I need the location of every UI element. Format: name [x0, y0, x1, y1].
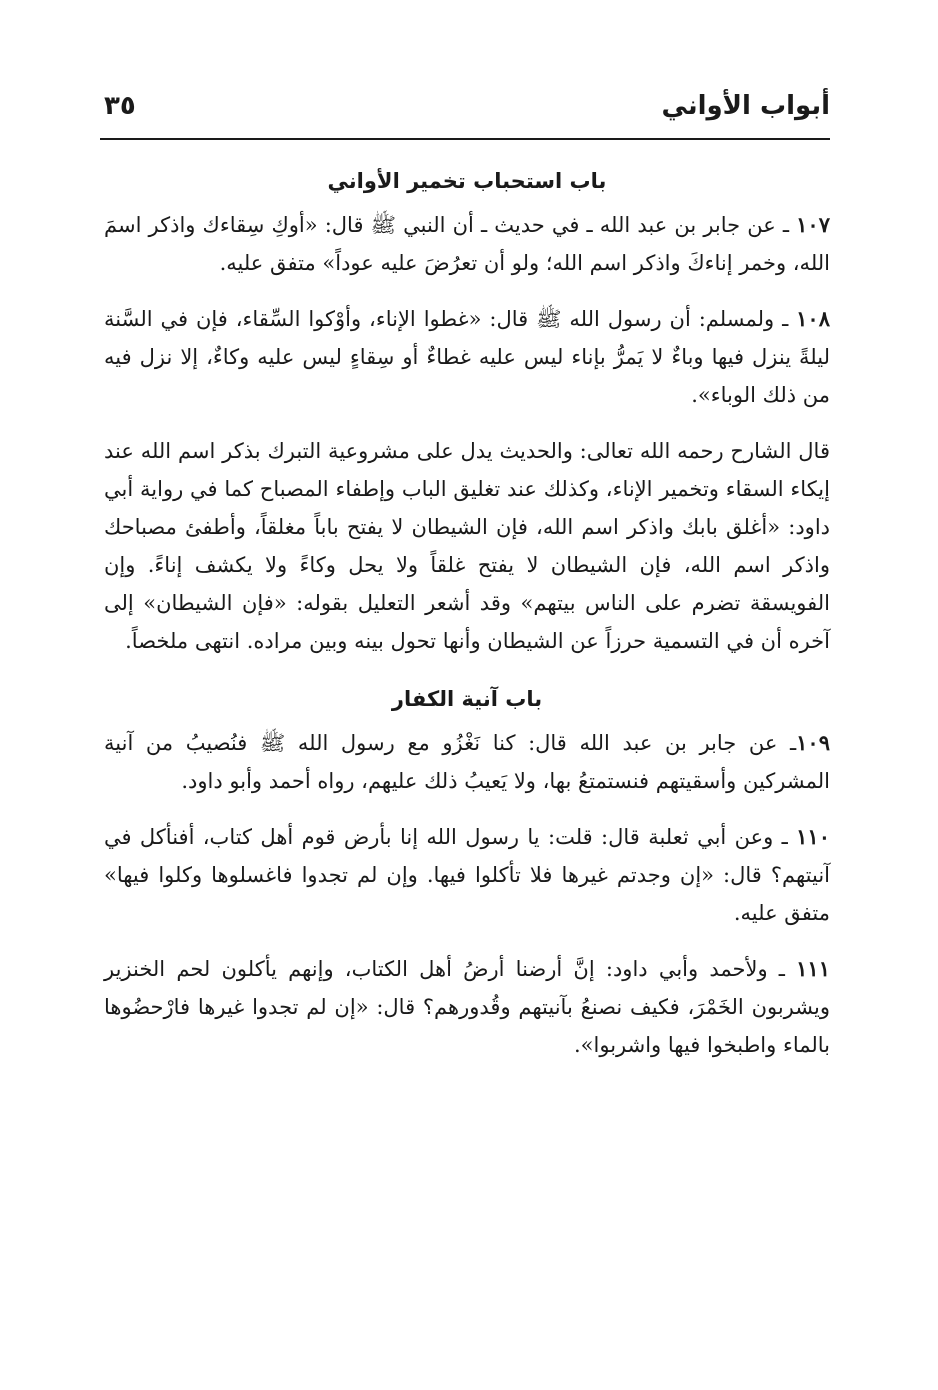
- section-heading: باب آنية الكفار: [391, 687, 543, 711]
- commentary-paragraph: [104, 432, 830, 660]
- hadith-number: ١١١: [796, 956, 830, 981]
- page-body: [104, 164, 830, 1082]
- header-divider: [100, 138, 830, 140]
- hadith-text: ـ ولأحمد وأبي داود: إنَّ أرضنا أرضُ أهل الكتاب، وإنهم يأكلون لحم الخنزير ويشربون الخَمْرَ، فكيف نصنعُ بآنيتهم وقُدورهم؟ قال: «إن لم تجدوا غيرها فارْحضُوها بالماء واطبخوا فيها واشربوا».: [104, 957, 830, 1057]
- hadith-paragraph: [104, 724, 830, 800]
- hadith-number: ١٠٧: [796, 212, 830, 237]
- hadith-number: ١٠٩: [796, 730, 830, 755]
- hadith-text: ـ وعن أبي ثعلبة قال: قلت: يا رسول الله إنا بأرض قوم أهل كتاب، أفنأكل في آنيتهم؟ قال: «إن وجدتم غيرها فلا تأكلوا فيها. وإن لم تجدوا فاغسلوها وكلوا فيها» متفق عليه.: [104, 825, 830, 925]
- hadith-number: ١٠٨: [796, 306, 830, 331]
- hadith-text: ـ عن جابر بن عبد الله ـ في حديث ـ أن النبي ﷺ قال: «أوكِ سِقاءك واذكر اسمَ الله، وخمر إناءكَ واذكر اسم الله؛ ولو أن تعرُضَ عليه عوداً» متفق عليه.: [104, 213, 830, 275]
- page-number: ٣٥: [104, 91, 136, 121]
- hadith-paragraph: [104, 300, 830, 414]
- section-heading: باب استحباب تخمير الأواني: [327, 169, 607, 193]
- hadith-text: ـ عن جابر بن عبد الله قال: كنا نَغْزُو مع رسول الله ﷺ فنُصيبُ من آنية المشركين وأسقيتهم فنستمتعُ بها، ولا يَعيبُ ذلك عليهم، رواه أحمد وأبو داود.: [104, 731, 830, 793]
- running-title: أبواب الأواني: [661, 91, 830, 121]
- hadith-paragraph: [104, 950, 830, 1064]
- hadith-paragraph: [104, 206, 830, 282]
- hadith-text: ـ ولمسلم: أن رسول الله ﷺ قال: «غطوا الإناء، وأوْكوا السِّقاء، فإن في السَّنة ليلةً ينزل فيها وباءٌ لا يَمرُّ بإناء ليس عليه غطاءٌ أو سِقاءٍ ليس عليه وكاءٌ، إلا نزل فيه من ذلك الوباء».: [104, 307, 830, 407]
- commentary-text: قال الشارح رحمه الله تعالى: والحديث يدل على مشروعية التبرك بذكر اسم الله عند إيكاء السقاء وتخمير الإناء، وكذلك عند تغليق الباب وإطفاء المصباح كما في رواية أبي داود: «أغلق بابك واذكر اسم الله، فإن الشيطان لا يفتح باباً مغلقاً، وأطفئ مصباحك واذكر اسم الله، فإن الشيطان لا يفتح غلقاً ولا يحل وكاءً ولا يكشف إناءً. وإن الفويسقة تضرم على الناس بيتهم» وقد أشعر التعليل بقوله: «فإن الشيطان» إلى آخره أن في التسمية حرزاً عن الشيطان وأنها تحول بينه وبين مراده. انتهى ملخصاً.: [104, 439, 830, 653]
- hadith-paragraph: [104, 818, 830, 932]
- page-header: [100, 84, 830, 134]
- hadith-number: ١١٠: [796, 824, 830, 849]
